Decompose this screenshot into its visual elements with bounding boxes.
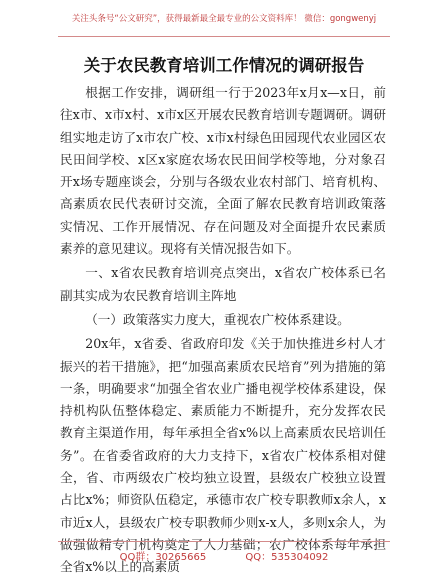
document-body xyxy=(60,82,386,579)
intro-paragraph: 根据工作安排，调研组一行于2023年x月x—x日，前往x市、x市x村、x市x区开展农民教育培训专题调研。调研组实地走访了x市农广校、x市x村绿色田园现代农业园区农民田间学校、x区x家庭农场农民田间学校等地，分对象召开x场专题座谈会，分别与各级农业农村部门、培育机构、高素质农民代表研讨交流，全面了解农民教育培训政策落实情况、工作开展情况、存在问题及对全面提升农民素质素养的意见建议。现将有关情况报告如下。 xyxy=(60,85,386,257)
document-title: 关于农民教育培训工作情况的调研报告 xyxy=(83,56,365,75)
body-paragraph: 20x年，x省委、省政府印发《关于加快推进乡村人才振兴的若干措施》，把“加强高素质农民培育”列为措施的第一条，明确要求“加强全省农业广播电视学校体系建设，保持机构队伍整体稳定、素质能力不断提升，充分发挥农民教育主渠道作用，每年承担全省x%以上高素质农民培训任务”。在省委省政府的大力支持下，x省农广校体系相对健全，省、市两级农广校均独立设置，县级农广校独立设置占比x%；师资队伍稳定，承德市农广校专职教师x余人，x市近x人，县级农广校专职教师少则x-x人，多则x余人，为做强做精专门机构奠定了人力基础；农广校体系每年承担全省x%以上的高素质 xyxy=(60,336,386,575)
footer-qq-group: QQ群：30265665 xyxy=(119,552,207,563)
banner-divider xyxy=(58,36,390,37)
section-heading-1: 一、x省农民教育培训亮点突出，x省农广校体系已名副其实成为农民教育培训主阵地 xyxy=(60,265,386,303)
subsection-heading-1: （一）政策落实力度大，重视农广校体系建设。 xyxy=(85,311,350,327)
promo-banner: 关注头条号“公文研究”，获得最新最全最专业的公文资料库！ 微信：gongwenyj xyxy=(71,14,377,24)
footer-qq: QQ：535304092 xyxy=(245,552,329,563)
footer-divider xyxy=(58,541,390,542)
footer-contacts xyxy=(0,548,448,563)
